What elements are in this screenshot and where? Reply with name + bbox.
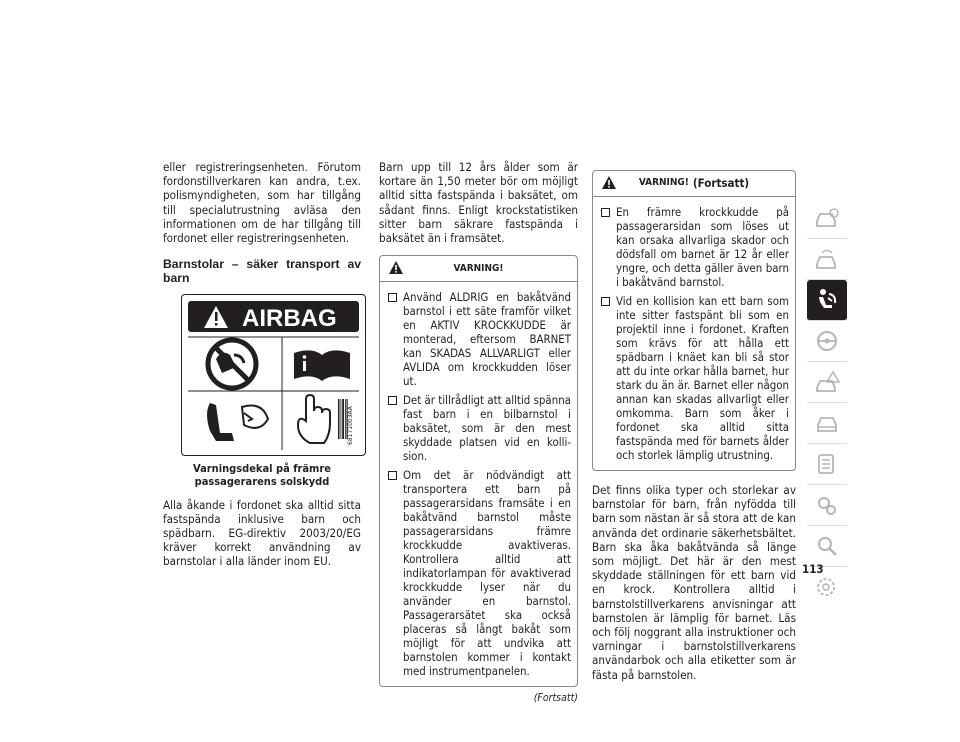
hand-pointing-icon — [298, 395, 330, 443]
warning-car-icon — [814, 370, 840, 394]
warning-title: VARNING! — [638, 177, 689, 189]
airbag-text: AIRBAG — [242, 304, 337, 332]
warning-bullet: Om det är nödvändigt att transportera ett barn på passagerarsidans framsäte i en bakåtvänd barnstol måste passagerarsidans främre krockkudde avaktiveras. Kontrollera alltid att indikatorlampan för avaktiverad krockkudde lyser när du använder en barnstol. Passagerarsätet ska också placeras så långt bakåt som möjligt för att undvika att barnstolen kommer i kontakt med instrumentpanelen. — [386, 468, 571, 678]
car-info-icon — [814, 207, 840, 229]
body-paragraph: Alla åkande i fordonet ska alltid sitta fastspända inklusive barn och spädbarn. EG-direktiv 2003/20/EG kräver korrekt användning av barnstolar i alla länder inom EU. — [163, 497, 361, 569]
airbag-warning-label-figure — [181, 294, 366, 456]
warning-triangle-icon — [601, 175, 617, 190]
page-number: 113 — [802, 562, 824, 576]
airbag-label-graphic — [182, 295, 365, 455]
bullet-box-icon — [388, 396, 397, 405]
figure-caption: Varningsdekal på främre passagerarens solskydd — [193, 461, 331, 488]
intro-paragraph: eller registreringsenheten. Förutom fordonstillverkaren kan andra, t.ex. polismyndigheten, som har tillgång till specialutrustning avläsa den informationen om de har tillgång till fordonet eller registreringsenheten. — [163, 160, 361, 246]
tab-dashboard[interactable] — [807, 239, 847, 280]
bullet-box-icon — [388, 471, 397, 480]
bullet-box-icon — [601, 208, 610, 217]
warning-bullet: Vid en kollision kan ett barn som inte sitter fastspänt bli som en projektil inne i fordonet. Kraften som krävs för att hålla ett spädbarn i knäet kan bli så stor att du inte orkar hålla barnet, hur stark du än är. Barnet eller någon annan kan skadas allvarligt eller omkomma. Barn som åker i fordonet ska alltid sitta fastspända med för barnets ålder och storlek lämplig utrustning. — [599, 294, 789, 462]
seat-airbag-icon — [207, 403, 268, 441]
bullet-box-icon — [601, 297, 610, 306]
tab-safety[interactable] — [807, 280, 847, 321]
section-heading: Barnstolar – säker transport av barn — [163, 257, 361, 286]
warning-box — [592, 170, 796, 471]
barcode-code: 68171003AA — [347, 405, 354, 445]
warning-title: VARNING! — [453, 262, 504, 274]
continued-note: (Fortsatt) — [533, 692, 578, 705]
column-right — [592, 170, 796, 682]
column-middle — [379, 160, 578, 705]
car-dashboard-icon — [814, 248, 840, 270]
warning-continued: (Fortsatt) — [692, 176, 750, 191]
magnifier-icon — [814, 534, 840, 558]
seat-airbag-icon — [814, 288, 840, 312]
car-front-icon — [814, 411, 840, 435]
manual-book-icon — [294, 350, 350, 381]
technical-gears-icon — [814, 493, 840, 517]
multimedia-icon — [814, 575, 840, 599]
warning-bullet: Det är tillrådligt att alltid spänna fast barn i en bilbarnstol i baksätet, som är den mest skyddade platsen vid en kollision. — [386, 393, 571, 463]
chapter-tabs — [807, 198, 847, 607]
steering-wheel-icon — [814, 329, 840, 353]
tab-emergency[interactable] — [807, 362, 847, 403]
warning-box — [379, 255, 578, 687]
service-list-icon — [814, 452, 840, 476]
warning-bullet: En främre krockkudde på passagerarsidan som löses ut kan orsaka allvarliga skador och dödsfall om barnet är 12 år eller yngre, och detta gäller även barn i bakåtvänd barnstol. — [599, 205, 789, 289]
warning-triangle-icon — [388, 260, 404, 275]
no-rear-facing-seat-icon — [208, 340, 256, 388]
body-paragraph: Det finns olika typer och storlekar av barnstolar för barn, från nyfödda till barn som nästan är så stora att de kan använda det ordinarie säkerhetsbältet. Barn ska åka bakåtvända så länge som möjligt. Det här är den mest skyddade ställningen för ett barn vid en krock. Kontrollera alltid i barnstolstillverkarens anvisningar att barnstolen är lämplig för barnet. Läs och följ noggrant alla instruktioner och varningar i barnstolstillverkarens användarbok och alla etiketter som är fästa på barnstolen. — [592, 483, 796, 682]
tab-driving[interactable] — [807, 321, 847, 362]
warning-body — [380, 282, 577, 686]
warning-body — [593, 197, 795, 470]
warning-header — [380, 256, 577, 282]
tab-index[interactable] — [807, 526, 847, 567]
tab-technical[interactable] — [807, 485, 847, 526]
tab-car-info[interactable] — [807, 198, 847, 239]
tab-maintenance[interactable] — [807, 444, 847, 485]
bullet-box-icon — [388, 293, 397, 302]
warning-header — [593, 171, 795, 197]
body-paragraph: Barn upp till 12 års ålder som är kortare än 1,50 meter bör om möjligt alltid sitta fastspända i baksätet, om sådant finns. Enligt krockstatistiken sitter barn säkrare fastspända i baksätet än i framsätet. — [379, 160, 578, 246]
tab-service[interactable] — [807, 403, 847, 444]
warning-bullet: Använd ALDRIG en bakåtvänd barnstol i ett säte framför vilket en AKTIV KROCKKUDDE är monterad, eftersom BARNET kan SKADAS ALLVARLIGT eller AVLIDA om krockkudden löser ut. — [386, 290, 571, 388]
column-left — [163, 160, 361, 569]
